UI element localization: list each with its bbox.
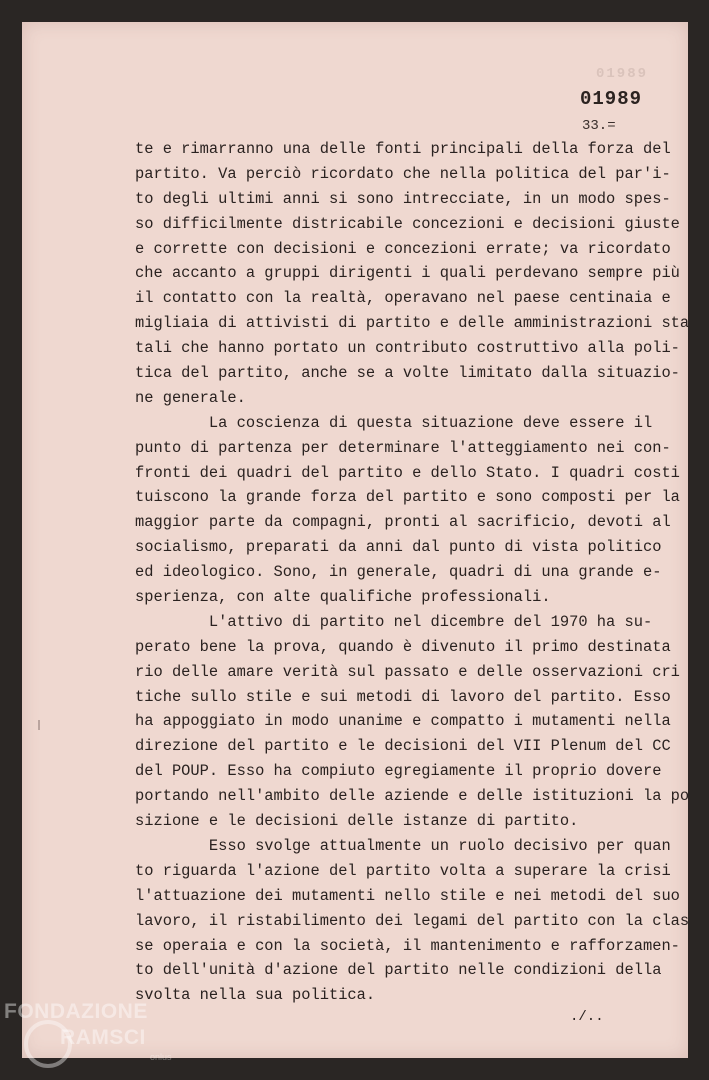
text-line: socialismo, preparati da anni dal punto di vista politico xyxy=(135,538,662,557)
text-line: che accanto a gruppi dirigenti i quali perdevano sempre più xyxy=(135,264,680,283)
text-line: tiche sullo stile e sui metodi di lavoro del partito. Esso xyxy=(135,687,671,706)
text-line: se operaia e con la società, il mantenimento e rafforzamen- xyxy=(135,936,680,955)
watermark-line-1: FONDAZIONE xyxy=(4,1000,148,1023)
text-line: La coscienza di questa situazione deve essere il xyxy=(135,413,653,432)
text-line: perato bene la prova, quando è divenuto il primo destinata xyxy=(135,637,671,656)
document-page xyxy=(22,22,688,1058)
text-line: e corrette con decisioni e concezioni errate; va ricordato xyxy=(135,239,671,258)
watermark-line-2-text: RAMSCI xyxy=(60,1026,146,1049)
text-line: maggior parte da compagni, pronti al sacrificio, devoti al xyxy=(135,513,671,532)
text-line: to degli ultimi anni si sono intrecciate, in un modo spes- xyxy=(135,189,671,208)
text-line: sperienza, con alte qualifiche professionali. xyxy=(135,588,551,607)
text-line: so difficilmente districabile concezioni e decisioni giuste xyxy=(135,214,680,233)
text-line: svolta nella sua politica. xyxy=(135,986,376,1005)
text-line: lavoro, il ristabilimento dei legami del partito con la clas xyxy=(135,911,690,930)
text-line: tali che hanno portato un contributo costruttivo alla poli- xyxy=(135,339,680,358)
text-line: il contatto con la realtà, operavano nel paese centinaia e xyxy=(135,289,671,308)
text-line: sizione e le decisioni delle istanze di partito. xyxy=(135,812,579,831)
text-line: ha appoggiato in modo unanime e compatto i mutamenti nella xyxy=(135,712,671,731)
watermark-suffix: onlus xyxy=(150,1052,172,1062)
watermark-line-2 xyxy=(30,1026,148,1050)
text-line: partito. Va perciò ricordato che nella politica del par'i- xyxy=(135,164,671,183)
text-line: tica del partito, anche se a volte limitato dalla situazio- xyxy=(135,364,680,383)
text-line: L'attivo di partito nel dicembre del 1970 ha su- xyxy=(135,612,653,631)
page-number: 33.= xyxy=(582,118,616,134)
text-line: to riguarda l'azione del partito volta a superare la crisi xyxy=(135,861,671,880)
text-line: direzione del partito e le decisioni del VII Plenum del CC xyxy=(135,737,671,756)
text-line: l'attuazione dei mutamenti nello stile e nei metodi del suo xyxy=(135,886,680,905)
text-line: fronti dei quadri del partito e dello Stato. I quadri costi xyxy=(135,463,680,482)
text-line: ne generale. xyxy=(135,388,246,407)
text-line: tuiscono la grande forza del partito e sono composti per la xyxy=(135,488,680,507)
text-line: punto di partenza per determinare l'atteggiamento nei con- xyxy=(135,438,671,457)
text-line: to dell'unità d'azione del partito nelle condizioni della xyxy=(135,961,662,980)
text-line: ed ideologico. Sono, in generale, quadri di una grande e- xyxy=(135,563,662,582)
continuation-mark: ./.. xyxy=(570,1009,604,1025)
typed-text-body xyxy=(135,137,690,1008)
fondazione-gramsci-watermark xyxy=(4,1000,172,1062)
text-line: Esso svolge attualmente un ruolo decisivo per quan xyxy=(135,836,671,855)
text-line: rio delle amare verità sul passato e delle osservazioni cri xyxy=(135,662,680,681)
text-line: portando nell'ambito delle aziende e delle istituzioni la po xyxy=(135,787,690,806)
text-line: del POUP. Esso ha compiuto egregiamente il proprio dovere xyxy=(135,762,662,781)
faded-document-number: 01989 xyxy=(595,66,648,82)
watermark-g-logo-icon xyxy=(24,1020,72,1068)
text-line: migliaia di attivisti di partito e delle amministrazioni sta xyxy=(135,314,690,333)
margin-mark xyxy=(38,720,40,730)
text-line: te e rimarranno una delle fonti principali della forza del xyxy=(135,140,671,158)
document-number: 01989 xyxy=(579,88,642,110)
